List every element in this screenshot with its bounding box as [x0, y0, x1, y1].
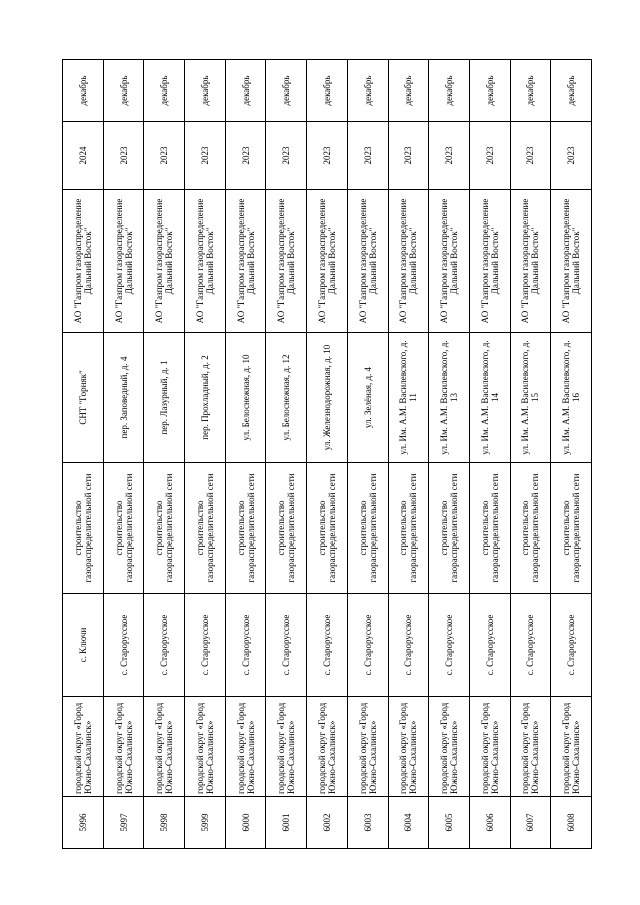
- table-row: [225, 60, 266, 849]
- table-row: [429, 60, 470, 849]
- row-number-cell: 6002: [307, 797, 348, 849]
- address-cell: ул. Им. А.М. Василевского, д. 14: [469, 333, 510, 463]
- row-number-cell: 6005: [429, 797, 470, 849]
- municipality-cell: городской округ «Город Южно-Сахалинск»: [429, 697, 470, 797]
- locality-cell: с. Старорусское: [469, 594, 510, 697]
- municipality-cell: городской округ «Город Южно-Сахалинск»: [225, 697, 266, 797]
- month-cell: декабрь: [63, 60, 104, 122]
- municipality-cell: городской округ «Город Южно-Сахалинск»: [103, 697, 144, 797]
- activity-cell: строительство газораспределительной сети: [347, 463, 388, 594]
- activity-cell: строительство газораспределительной сети: [144, 463, 185, 594]
- address-cell: пер. Прохладный, д. 2: [185, 333, 226, 463]
- municipality-cell: городской округ «Город Южно-Сахалинск»: [63, 697, 104, 797]
- locality-cell: с. Старорусское: [429, 594, 470, 697]
- year-cell: 2023: [347, 122, 388, 190]
- organization-cell: АО "Газпром газораспределение Дальний Восток": [144, 190, 185, 333]
- year-cell: 2023: [429, 122, 470, 190]
- organization-cell: АО "Газпром газораспределение Дальний Восток": [469, 190, 510, 333]
- locality-cell: с. Старорусское: [388, 594, 429, 697]
- table-row: [510, 60, 551, 849]
- table-body: [63, 60, 592, 849]
- table-row: [266, 60, 307, 849]
- activity-cell: строительство газораспределительной сети: [307, 463, 348, 594]
- address-cell: ул. Белоснежная, д. 10: [225, 333, 266, 463]
- organization-cell: АО "Газпром газораспределение Дальний Восток": [63, 190, 104, 333]
- year-cell: 2023: [510, 122, 551, 190]
- month-cell: декабрь: [388, 60, 429, 122]
- month-cell: декабрь: [510, 60, 551, 122]
- locality-cell: с. Старорусское: [551, 594, 592, 697]
- organization-cell: АО "Газпром газораспределение Дальний Восток": [510, 190, 551, 333]
- month-cell: декабрь: [469, 60, 510, 122]
- table-row: [551, 60, 592, 849]
- month-cell: декабрь: [429, 60, 470, 122]
- activity-cell: строительство газораспределительной сети: [266, 463, 307, 594]
- year-cell: 2023: [307, 122, 348, 190]
- address-cell: ул. Железнодорожная, д. 10: [307, 333, 348, 463]
- municipality-cell: городской округ «Город Южно-Сахалинск»: [307, 697, 348, 797]
- locality-cell: с. Старорусское: [347, 594, 388, 697]
- year-cell: 2023: [225, 122, 266, 190]
- address-cell: ул. Им. А.М. Василевского, д. 11: [388, 333, 429, 463]
- table-row: [307, 60, 348, 849]
- row-number-cell: 6000: [225, 797, 266, 849]
- locality-cell: с. Старорусское: [103, 594, 144, 697]
- organization-cell: АО "Газпром газораспределение Дальний Восток": [347, 190, 388, 333]
- month-cell: декабрь: [266, 60, 307, 122]
- year-cell: 2023: [103, 122, 144, 190]
- address-cell: ул. Им. А.М. Василевского, д. 16: [551, 333, 592, 463]
- year-cell: 2023: [266, 122, 307, 190]
- organization-cell: АО "Газпром газораспределение Дальний Восток": [103, 190, 144, 333]
- activity-cell: строительство газораспределительной сети: [510, 463, 551, 594]
- organization-cell: АО "Газпром газораспределение Дальний Восток": [225, 190, 266, 333]
- activity-cell: строительство газораспределительной сети: [429, 463, 470, 594]
- activity-cell: строительство газораспределительной сети: [103, 463, 144, 594]
- organization-cell: АО "Газпром газораспределение Дальний Восток": [429, 190, 470, 333]
- row-number-cell: 6007: [510, 797, 551, 849]
- locality-cell: с. Старорусское: [266, 594, 307, 697]
- row-number-cell: 6001: [266, 797, 307, 849]
- locality-cell: с. Старорусское: [225, 594, 266, 697]
- table-row: [103, 60, 144, 849]
- activity-cell: строительство газораспределительной сети: [225, 463, 266, 594]
- municipality-cell: городской округ «Город Южно-Сахалинск»: [347, 697, 388, 797]
- rotated-page-content: [62, 60, 592, 849]
- month-cell: декабрь: [185, 60, 226, 122]
- address-cell: ул. Белоснежная, д. 12: [266, 333, 307, 463]
- month-cell: декабрь: [144, 60, 185, 122]
- activity-cell: строительство газораспределительной сети: [551, 463, 592, 594]
- table-row: [63, 60, 104, 849]
- address-cell: ул. Им. А.М. Василевского, д. 13: [429, 333, 470, 463]
- address-cell: СНТ "Горняк": [63, 333, 104, 463]
- month-cell: декабрь: [551, 60, 592, 122]
- row-number-cell: 6004: [388, 797, 429, 849]
- activity-cell: строительство газораспределительной сети: [63, 463, 104, 594]
- locality-cell: с. Старорусское: [144, 594, 185, 697]
- activity-cell: строительство газораспределительной сети: [469, 463, 510, 594]
- year-cell: 2023: [144, 122, 185, 190]
- month-cell: декабрь: [225, 60, 266, 122]
- locality-cell: с. Старорусское: [307, 594, 348, 697]
- month-cell: декабрь: [307, 60, 348, 122]
- row-number-cell: 5996: [63, 797, 104, 849]
- municipality-cell: городской округ «Город Южно-Сахалинск»: [185, 697, 226, 797]
- table-row: [347, 60, 388, 849]
- locality-cell: с. Старорусское: [510, 594, 551, 697]
- row-number-cell: 5999: [185, 797, 226, 849]
- address-cell: ул. Зелёная, д. 4: [347, 333, 388, 463]
- organization-cell: АО "Газпром газораспределение Дальний Восток": [307, 190, 348, 333]
- row-number-cell: 6006: [469, 797, 510, 849]
- activity-cell: строительство газораспределительной сети: [185, 463, 226, 594]
- municipality-cell: городской округ «Город Южно-Сахалинск»: [266, 697, 307, 797]
- table-row: [388, 60, 429, 849]
- year-cell: 2023: [388, 122, 429, 190]
- address-cell: пер. Лазурный, д. 1: [144, 333, 185, 463]
- table-row: [185, 60, 226, 849]
- municipality-cell: городской округ «Город Южно-Сахалинск»: [551, 697, 592, 797]
- organization-cell: АО "Газпром газораспределение Дальний Восток": [185, 190, 226, 333]
- month-cell: декабрь: [103, 60, 144, 122]
- municipality-cell: городской округ «Город Южно-Сахалинск»: [388, 697, 429, 797]
- gasification-registry-table: [62, 59, 592, 849]
- year-cell: 2024: [63, 122, 104, 190]
- year-cell: 2023: [469, 122, 510, 190]
- row-number-cell: 6003: [347, 797, 388, 849]
- municipality-cell: городской округ «Город Южно-Сахалинск»: [510, 697, 551, 797]
- activity-cell: строительство газораспределительной сети: [388, 463, 429, 594]
- year-cell: 2023: [185, 122, 226, 190]
- address-cell: пер. Заповедный, д. 4: [103, 333, 144, 463]
- organization-cell: АО "Газпром газораспределение Дальний Восток": [266, 190, 307, 333]
- organization-cell: АО "Газпром газораспределение Дальний Восток": [388, 190, 429, 333]
- organization-cell: АО "Газпром газораспределение Дальний Восток": [551, 190, 592, 333]
- year-cell: 2023: [551, 122, 592, 190]
- municipality-cell: городской округ «Город Южно-Сахалинск»: [469, 697, 510, 797]
- locality-cell: с. Старорусское: [185, 594, 226, 697]
- row-number-cell: 5998: [144, 797, 185, 849]
- address-cell: ул. Им. А.М. Василевского, д. 15: [510, 333, 551, 463]
- municipality-cell: городской округ «Город Южно-Сахалинск»: [144, 697, 185, 797]
- month-cell: декабрь: [347, 60, 388, 122]
- row-number-cell: 6008: [551, 797, 592, 849]
- locality-cell: с. Ключи: [63, 594, 104, 697]
- row-number-cell: 5997: [103, 797, 144, 849]
- table-row: [144, 60, 185, 849]
- table-row: [469, 60, 510, 849]
